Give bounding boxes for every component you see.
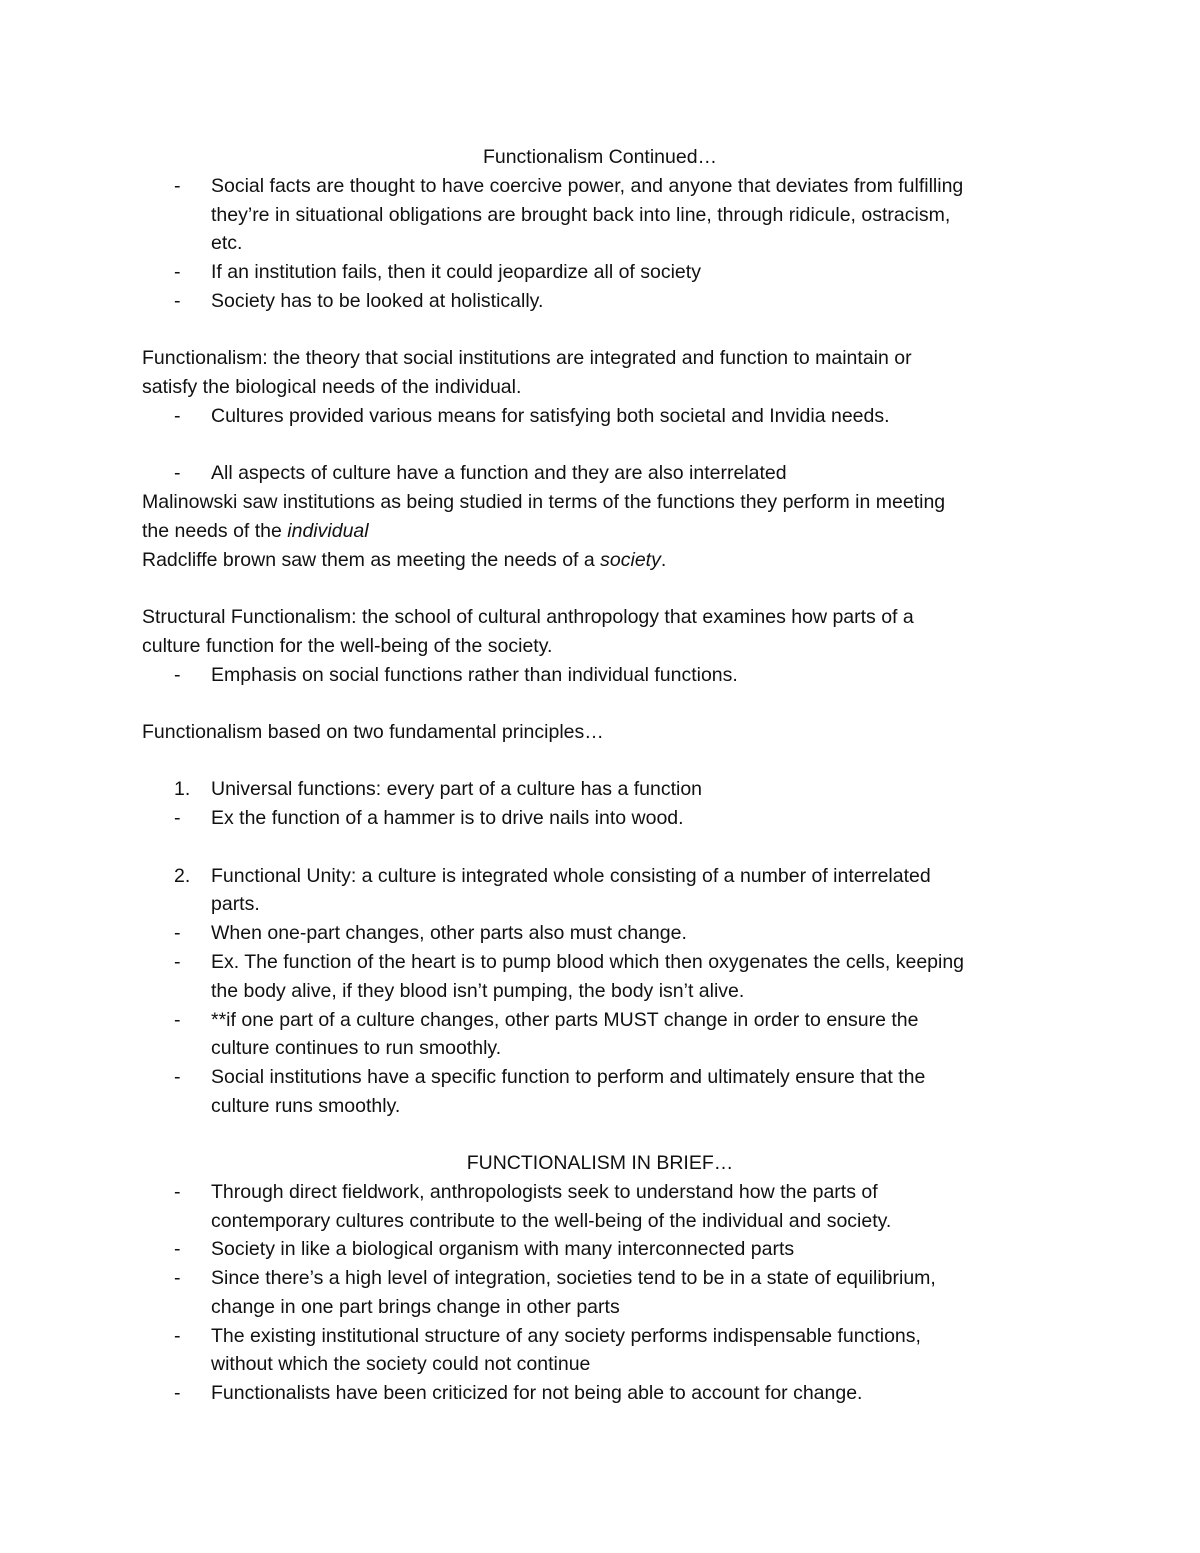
bullet-text: culture runs smoothly. (211, 1095, 401, 1117)
bullet-dash: - (174, 922, 181, 944)
bullet-text: The existing institutional structure of any society performs indispensable functions, (211, 1325, 921, 1347)
bullet-dash: - (174, 175, 181, 197)
radcliffe-line (142, 548, 1062, 572)
bullet-text: Social facts are thought to have coercive power, and anyone that deviates from fulfilling (211, 175, 964, 197)
bullet-text: etc. (211, 232, 243, 254)
bullet-dash: - (174, 1238, 181, 1260)
bullet-dash: - (174, 1325, 181, 1347)
bullet-text: contemporary cultures contribute to the well-being of the individual and society. (211, 1210, 892, 1232)
bullet-dash: - (174, 1382, 181, 1404)
brief-title: FUNCTIONALISM IN BRIEF… (466, 1152, 734, 1174)
bullet-dash: - (174, 1066, 181, 1088)
bullet-text: Society in like a biological organism with many interconnected parts (211, 1238, 795, 1260)
bullet-text: the body alive, if they blood isn’t pumping, the body isn’t alive. (211, 980, 745, 1002)
principle-text: Universal functions: every part of a culture has a function (211, 778, 703, 800)
bullet-text: Social institutions have a specific function to perform and ultimately ensure that the (211, 1066, 926, 1088)
bullet-text: Ex. The function of the heart is to pump blood which then oxygenates the cells, keeping (211, 951, 965, 973)
text-span: the needs of the (142, 520, 288, 542)
emphasis-text: individual (287, 520, 369, 542)
bullet-dash: - (174, 290, 181, 312)
bullet-dash: - (174, 1009, 181, 1031)
bullet-dash: - (174, 261, 181, 283)
malinowski-line: Malinowski saw institutions as being studied in terms of the functions they perform in meeting (142, 491, 946, 513)
structural-line: Structural Functionalism: the school of cultural anthropology that examines how parts of a (142, 606, 914, 628)
bullet-dash: - (174, 951, 181, 973)
bullet-text: Through direct fieldwork, anthropologists seek to understand how the parts of (211, 1181, 878, 1203)
text-span: Radcliffe brown saw them as meeting the needs of a (142, 549, 601, 571)
structural-line: culture function for the well-being of the society. (142, 635, 553, 657)
bullet-text: Functionalists have been criticized for not being able to account for change. (211, 1382, 863, 1404)
principles-intro: Functionalism based on two fundamental principles… (142, 721, 604, 743)
definition-line: satisfy the biological needs of the individual. (142, 376, 522, 398)
emphasis-text: society (600, 549, 661, 571)
bullet-text: When one-part changes, other parts also must change. (211, 922, 687, 944)
bullet-dash: - (174, 807, 181, 829)
bullet-text: Cultures provided various means for satisfying both societal and Invidia needs. (211, 405, 890, 427)
list-number: 1. (174, 778, 191, 800)
doc-title: Functionalism Continued… (482, 146, 718, 168)
bullet-text: without which the society could not continue (211, 1353, 591, 1375)
bullet-text: Society has to be looked at holistically. (211, 290, 544, 312)
malinowski-line (142, 519, 1062, 543)
bullet-text: Ex the function of a hammer is to drive nails into wood. (211, 807, 684, 829)
list-number: 2. (174, 865, 191, 887)
bullet-dash: - (174, 1267, 181, 1289)
bullet-dash: - (174, 664, 181, 686)
principle-text: parts. (211, 893, 260, 915)
bullet-dash: - (174, 1181, 181, 1203)
bullet-text: they’re in situational obligations are brought back into line, through ridicule, ostracism, (211, 204, 951, 226)
bullet-text: Emphasis on social functions rather than individual functions. (211, 664, 738, 686)
bullet-text: change in one part brings change in other parts (211, 1296, 620, 1318)
bullet-text: culture continues to run smoothly. (211, 1037, 502, 1059)
bullet-text: All aspects of culture have a function and they are also interrelated (211, 462, 787, 484)
bullet-text: **if one part of a culture changes, other parts MUST change in order to ensure the (211, 1009, 919, 1031)
bullet-text: If an institution fails, then it could jeopardize all of society (211, 261, 701, 283)
definition-line: Functionalism: the theory that social institutions are integrated and function to maintain or (142, 347, 912, 369)
bullet-dash: - (174, 462, 181, 484)
text-span: . (660, 549, 667, 571)
principle-text: Functional Unity: a culture is integrated whole consisting of a number of interrelated (211, 865, 931, 887)
bullet-text: Since there’s a high level of integration, societies tend to be in a state of equilibrium, (211, 1267, 936, 1289)
bullet-dash: - (174, 405, 181, 427)
